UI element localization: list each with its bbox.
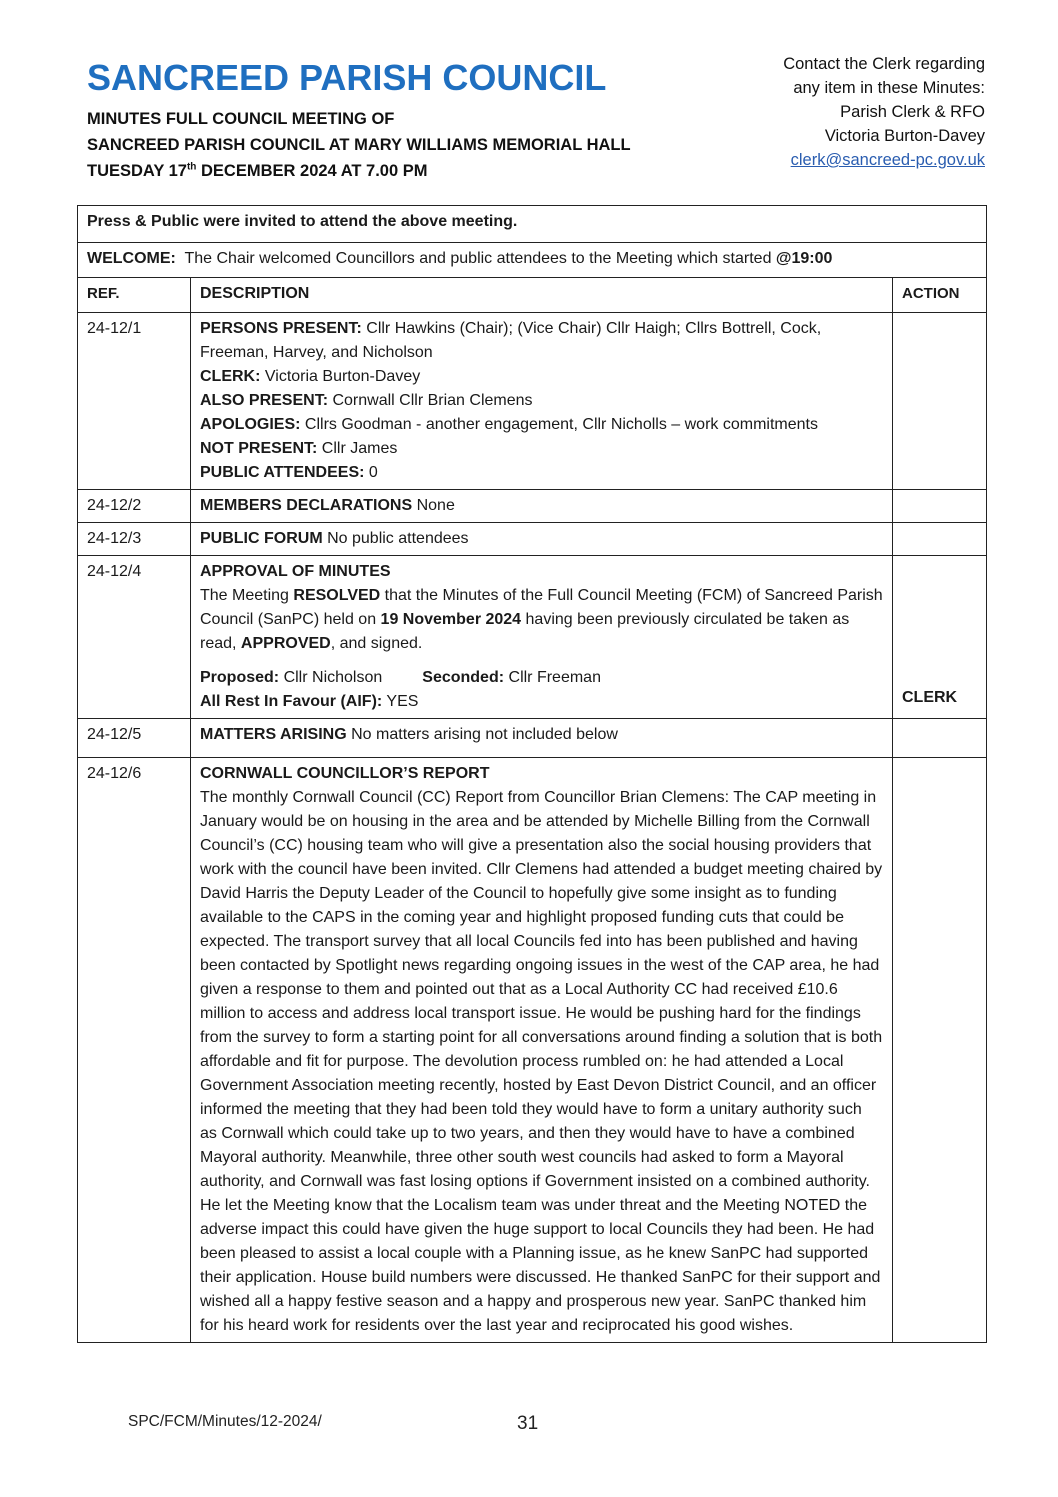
also-present-label: ALSO PRESENT: bbox=[200, 392, 329, 409]
apologies-label: APOLOGIES: bbox=[200, 416, 301, 433]
press-public-notice: Press & Public were invited to attend the above meeting. bbox=[87, 213, 518, 230]
page-number: 31 bbox=[517, 1413, 539, 1434]
table-header-row bbox=[78, 278, 987, 313]
row-action bbox=[893, 719, 987, 758]
row-ref: 24-12/6 bbox=[78, 758, 191, 1343]
report-heading: CORNWALL COUNCILLOR’S REPORT bbox=[200, 765, 490, 782]
minutes-table bbox=[77, 205, 987, 1343]
public-attendees-label: PUBLIC ATTENDEES: bbox=[200, 464, 365, 481]
not-present-label: NOT PRESENT: bbox=[200, 440, 318, 457]
subtitle-line-2: SANCREED PARISH COUNCIL AT MARY WILLIAMS MEMORIAL HALL bbox=[87, 136, 631, 154]
approval-resolved: RESOLVED bbox=[293, 587, 381, 604]
subtitle-line-1: MINUTES FULL COUNCIL MEETING OF bbox=[87, 110, 395, 128]
clerk-label: CLERK: bbox=[200, 368, 261, 385]
cornwall-councillor-report-cell bbox=[191, 758, 893, 1343]
public-forum-cell bbox=[191, 523, 893, 556]
table-row bbox=[78, 758, 987, 1343]
date-prefix: TUESDAY 17 bbox=[87, 162, 187, 180]
table-row bbox=[78, 556, 987, 719]
welcome-label: WELCOME: bbox=[87, 250, 176, 267]
aif-text: YES bbox=[382, 693, 419, 710]
footer-doc-ref: SPC/FCM/Minutes/12-2024/ bbox=[128, 1413, 322, 1430]
welcome-text: The Chair welcomed Councillors and public attendees to the Meeting which started bbox=[175, 250, 776, 267]
approval-approved: APPROVED bbox=[240, 635, 331, 652]
proposed-label: Proposed: bbox=[200, 669, 280, 686]
welcome-time: @19:00 bbox=[775, 250, 833, 267]
also-present-text: Cornwall Cllr Brian Clemens bbox=[328, 392, 533, 409]
approval-text-1: The Meeting bbox=[200, 587, 294, 604]
approval-text-2: that the Minutes of the Full Council Meeting (FCM) of Sancreed Parish Council (SanPC) held on bbox=[200, 587, 883, 628]
declarations-text: None bbox=[412, 497, 455, 514]
present-label: PERSONS PRESENT: bbox=[200, 320, 362, 337]
clerk-email-link[interactable]: clerk@sancreed-pc.gov.uk bbox=[790, 151, 985, 169]
public-attendees-text: 0 bbox=[364, 464, 378, 481]
contact-line-2: any item in these Minutes: bbox=[793, 79, 985, 97]
approval-of-minutes-cell bbox=[191, 556, 893, 719]
row-ref: 24-12/4 bbox=[78, 556, 191, 719]
ref-header: REF. bbox=[78, 278, 191, 313]
action-clerk: CLERK bbox=[902, 689, 958, 706]
matters-arising-text: No matters arising not included below bbox=[346, 726, 618, 743]
seconded-text: Cllr Freeman bbox=[504, 669, 601, 686]
table-row bbox=[78, 719, 987, 758]
council-title: SANCREED PARISH COUNCIL bbox=[87, 57, 607, 98]
public-forum-label: PUBLIC FORUM bbox=[200, 530, 323, 547]
matters-arising-label: MATTERS ARISING bbox=[200, 726, 347, 743]
row-action bbox=[893, 758, 987, 1343]
approval-text-3: having been previously circulated be taken as read, bbox=[200, 611, 850, 652]
meeting-date bbox=[87, 158, 631, 184]
row-ref: 24-12/1 bbox=[78, 313, 191, 490]
approval-date: 19 November 2024 bbox=[380, 611, 522, 628]
table-row bbox=[78, 490, 987, 523]
meeting-subheading bbox=[87, 106, 631, 184]
not-present-text: Cllr James bbox=[317, 440, 398, 457]
row-ref: 24-12/3 bbox=[78, 523, 191, 556]
row-action bbox=[893, 523, 987, 556]
matters-arising-cell bbox=[191, 719, 893, 758]
present-text: Cllr Hawkins (Chair); (Vice Chair) Cllr Haigh; Cllrs Bottrell, Cock, Freeman, Harvey, and Nicholson bbox=[200, 320, 822, 361]
action-header: ACTION bbox=[893, 278, 987, 313]
row-action bbox=[893, 313, 987, 490]
persons-present-cell bbox=[191, 313, 893, 490]
date-suffix: DECEMBER 2024 AT 7.00 PM bbox=[196, 162, 428, 180]
clerk-text: Victoria Burton-Davey bbox=[260, 368, 421, 385]
table-row bbox=[78, 313, 987, 490]
public-forum-text: No public attendees bbox=[322, 530, 469, 547]
declarations-cell bbox=[191, 490, 893, 523]
contact-line-4: Victoria Burton-Davey bbox=[824, 127, 985, 145]
description-header: DESCRIPTION bbox=[191, 278, 893, 313]
contact-line-1: Contact the Clerk regarding bbox=[783, 55, 985, 73]
seconded-label: Seconded: bbox=[422, 669, 505, 686]
date-ordinal: th bbox=[186, 161, 197, 173]
proposed-text: Cllr Nicholson bbox=[279, 669, 383, 686]
contact-line-3: Parish Clerk & RFO bbox=[840, 103, 985, 121]
declarations-label: MEMBERS DECLARATIONS bbox=[200, 497, 413, 514]
apologies-text: Cllrs Goodman - another engagement, Cllr Nicholls – work commitments bbox=[300, 416, 818, 433]
welcome-row bbox=[78, 243, 987, 278]
press-public-row bbox=[78, 206, 987, 243]
table-row bbox=[78, 523, 987, 556]
row-action bbox=[893, 490, 987, 523]
clerk-contact-block bbox=[783, 52, 985, 172]
row-action bbox=[893, 556, 987, 719]
report-text: The monthly Cornwall Council (CC) Report from Councillor Brian Clemens: The CAP meeting in January would be on housing in the area and be attended by Michelle Billing from the Cornwall Council’s (CC) housing team who will give a presentation also the social housing providers that work with the council have been invited. Cllr Clemens had attended a budget meeting chaired by David Harris the Deputy Leader of the Council to hopefully give some insight as to funding available to the CAPS in the coming year and highlight proposed funding cuts that could be expected. The transport survey that all local Councils fed into has been published and having been contacted by Spotlight news regarding ongoing issues in the west of the CAP area, he had given a response to them and pointed out that as a Local Authority CC had received £10.6 million to access and address local transport issue. He would be pushing hard for the findings from the survey to form a starting point for all conversations around finding a solution that is both affordable and fit for purpose. The devolution process rumbled on: he had attended a Local Government Association meeting recently, hosted by East Devon District Council, and an officer informed the meeting that they had been told they would have to form a unitary authority such as Cornwall which could take up to two years, and then they would have to have a combined Mayoral authority. Meanwhile, three other south west councils had asked to form a Mayoral authority, and Cornwall was fast losing options if Government insisted on a combined authority. He let the Meeting know that the Localism team was under threat and the Meeting NOTED the adverse impact this could have given the huge support to local Councils they had been. He had been pleased to assist a local couple with a Planning issue, as he knew SanPC had supported their application. House build numbers were discussed. He thanked SanPC for their support and wished all a happy festive season and a happy and prosperous new year. SanPC thanked him for his heard work for residents over the last year and reciprocated his good wishes. bbox=[200, 789, 883, 1334]
approval-text-4: , and signed. bbox=[330, 635, 423, 652]
approval-heading: APPROVAL OF MINUTES bbox=[200, 563, 391, 580]
row-ref: 24-12/2 bbox=[78, 490, 191, 523]
row-ref: 24-12/5 bbox=[78, 719, 191, 758]
aif-label: All Rest In Favour (AIF): bbox=[200, 693, 383, 710]
